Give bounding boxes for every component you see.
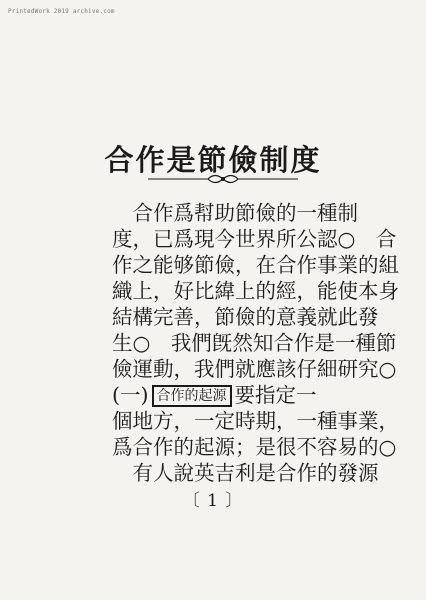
title-ornament bbox=[148, 172, 298, 186]
page-title: 合作是節儉制度 bbox=[104, 143, 322, 177]
section-line bbox=[112, 382, 362, 408]
section-text: 要指定一 bbox=[234, 383, 317, 407]
paragraph-2: 個地方，一定時期，一種事業， 爲合作的起源；是很不容易的○ 有人說英吉利是合作的發源 bbox=[112, 409, 399, 485]
page-number: 〔 1 〕 bbox=[182, 491, 244, 511]
section-number: (一) bbox=[112, 383, 149, 407]
paragraph-1: 合作爲幇助節儉的一種制 度，已爲現今世界所公認○ 合 作之能够節儉，在合作事業的組 織上，好比緯上的經，能使本身 結構完善，節儉的意義就此發 生○ 我們旣然知合作是一種節 儉運動，我們就應該仔細研究○ bbox=[112, 201, 399, 381]
section-heading-box: 合作的起源 bbox=[152, 385, 232, 407]
scan-watermark: PrintedWork 2019 archive.com bbox=[8, 8, 115, 15]
